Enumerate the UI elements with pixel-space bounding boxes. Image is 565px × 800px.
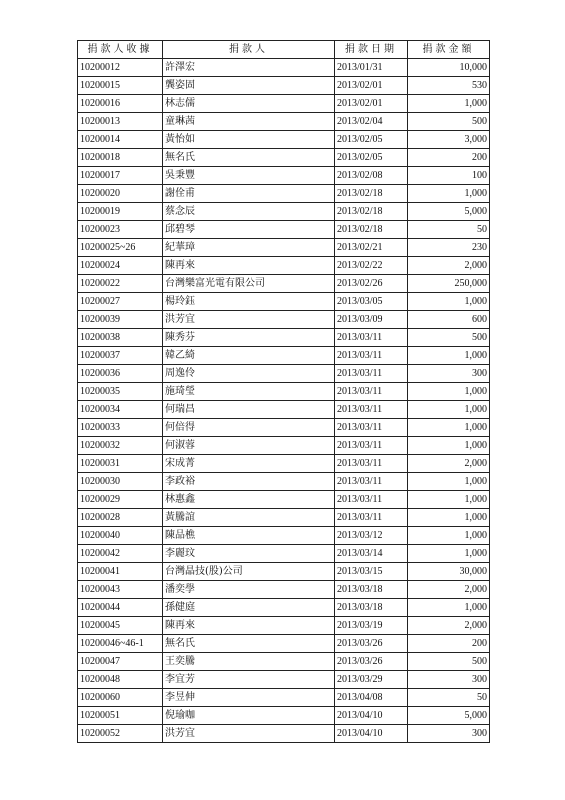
donation-date-cell: 2013/03/09 xyxy=(335,311,408,329)
donor-name-cell: 洪芳宜 xyxy=(163,725,335,743)
donation-date-cell: 2013/02/22 xyxy=(335,257,408,275)
donor-name-cell: 林志儒 xyxy=(163,95,335,113)
donor-name-cell: 潘奕學 xyxy=(163,581,335,599)
table-row xyxy=(78,365,490,383)
donation-table xyxy=(77,40,490,743)
receipt-number-cell: 10200020 xyxy=(78,185,163,203)
table-row xyxy=(78,257,490,275)
receipt-number-cell: 10200025~26 xyxy=(78,239,163,257)
table-row xyxy=(78,437,490,455)
receipt-number-cell: 10200060 xyxy=(78,689,163,707)
receipt-number-cell: 10200041 xyxy=(78,563,163,581)
donor-name-cell: 無名氏 xyxy=(163,149,335,167)
receipt-number-cell: 10200022 xyxy=(78,275,163,293)
donation-amount-cell: 1,000 xyxy=(408,509,490,527)
donation-date-cell: 2013/03/12 xyxy=(335,527,408,545)
donor-name-cell: 無名氏 xyxy=(163,635,335,653)
donation-amount-cell: 1,000 xyxy=(408,545,490,563)
receipt-number-cell: 10200032 xyxy=(78,437,163,455)
receipt-number-cell: 10200046~46-1 xyxy=(78,635,163,653)
donation-date-cell: 2013/03/11 xyxy=(335,437,408,455)
donation-amount-cell: 3,000 xyxy=(408,131,490,149)
donor-name-cell: 施琦瑩 xyxy=(163,383,335,401)
donation-date-cell: 2013/03/18 xyxy=(335,599,408,617)
table-row xyxy=(78,707,490,725)
receipt-number-cell: 10200038 xyxy=(78,329,163,347)
receipt-number-cell: 10200033 xyxy=(78,419,163,437)
table-row xyxy=(78,401,490,419)
table-row xyxy=(78,419,490,437)
header-receipt: 捐款人收據 xyxy=(78,41,163,59)
donation-date-cell: 2013/02/08 xyxy=(335,167,408,185)
table-row xyxy=(78,455,490,473)
donation-table-header xyxy=(78,41,490,59)
donation-amount-cell: 1,000 xyxy=(408,95,490,113)
donation-amount-cell: 1,000 xyxy=(408,347,490,365)
donation-date-cell: 2013/03/14 xyxy=(335,545,408,563)
receipt-number-cell: 10200017 xyxy=(78,167,163,185)
donation-date-cell: 2013/04/08 xyxy=(335,689,408,707)
donation-amount-cell: 1,000 xyxy=(408,383,490,401)
donation-amount-cell: 5,000 xyxy=(408,707,490,725)
donation-amount-cell: 300 xyxy=(408,365,490,383)
table-row xyxy=(78,239,490,257)
donation-date-cell: 2013/03/11 xyxy=(335,419,408,437)
donation-amount-cell: 50 xyxy=(408,221,490,239)
receipt-number-cell: 10200016 xyxy=(78,95,163,113)
donation-date-cell: 2013/03/29 xyxy=(335,671,408,689)
receipt-number-cell: 10200031 xyxy=(78,455,163,473)
receipt-number-cell: 10200013 xyxy=(78,113,163,131)
donor-name-cell: 林惠鑫 xyxy=(163,491,335,509)
donation-amount-cell: 1,000 xyxy=(408,419,490,437)
donor-name-cell: 謝佺甫 xyxy=(163,185,335,203)
donor-name-cell: 童琳茜 xyxy=(163,113,335,131)
donation-amount-cell: 5,000 xyxy=(408,203,490,221)
table-row xyxy=(78,275,490,293)
donation-date-cell: 2013/02/26 xyxy=(335,275,408,293)
donation-date-cell: 2013/03/11 xyxy=(335,509,408,527)
receipt-number-cell: 10200045 xyxy=(78,617,163,635)
receipt-number-cell: 10200012 xyxy=(78,59,163,77)
receipt-number-cell: 10200034 xyxy=(78,401,163,419)
donor-name-cell: 倪瑜咖 xyxy=(163,707,335,725)
donor-name-cell: 李政裕 xyxy=(163,473,335,491)
donor-name-cell: 李麗玟 xyxy=(163,545,335,563)
receipt-number-cell: 10200036 xyxy=(78,365,163,383)
donation-amount-cell: 10,000 xyxy=(408,59,490,77)
donor-name-cell: 吳秉豐 xyxy=(163,167,335,185)
table-row xyxy=(78,95,490,113)
donation-amount-cell: 1,000 xyxy=(408,599,490,617)
table-row xyxy=(78,635,490,653)
donation-amount-cell: 500 xyxy=(408,113,490,131)
donation-date-cell: 2013/03/11 xyxy=(335,365,408,383)
donation-date-cell: 2013/03/11 xyxy=(335,455,408,473)
donor-name-cell: 李昱伸 xyxy=(163,689,335,707)
donor-name-cell: 韓乙綺 xyxy=(163,347,335,365)
table-row xyxy=(78,293,490,311)
table-row xyxy=(78,509,490,527)
donation-date-cell: 2013/02/18 xyxy=(335,221,408,239)
receipt-number-cell: 10200023 xyxy=(78,221,163,239)
donation-date-cell: 2013/03/26 xyxy=(335,635,408,653)
table-row xyxy=(78,149,490,167)
donation-date-cell: 2013/02/21 xyxy=(335,239,408,257)
table-row xyxy=(78,725,490,743)
table-row xyxy=(78,581,490,599)
table-row xyxy=(78,329,490,347)
table-row xyxy=(78,689,490,707)
donation-date-cell: 2013/03/11 xyxy=(335,401,408,419)
donation-date-cell: 2013/03/05 xyxy=(335,293,408,311)
receipt-number-cell: 10200014 xyxy=(78,131,163,149)
table-row xyxy=(78,59,490,77)
receipt-number-cell: 10200052 xyxy=(78,725,163,743)
donor-name-cell: 李宜芳 xyxy=(163,671,335,689)
donor-name-cell: 陳再來 xyxy=(163,257,335,275)
table-row xyxy=(78,491,490,509)
receipt-number-cell: 10200028 xyxy=(78,509,163,527)
table-row xyxy=(78,599,490,617)
donor-name-cell: 洪芳宜 xyxy=(163,311,335,329)
donation-date-cell: 2013/03/11 xyxy=(335,347,408,365)
donation-date-cell: 2013/02/04 xyxy=(335,113,408,131)
donor-name-cell: 楊玲鈺 xyxy=(163,293,335,311)
donation-date-cell: 2013/02/18 xyxy=(335,185,408,203)
donation-date-cell: 2013/03/11 xyxy=(335,491,408,509)
receipt-number-cell: 10200027 xyxy=(78,293,163,311)
donation-amount-cell: 2,000 xyxy=(408,617,490,635)
table-row xyxy=(78,383,490,401)
table-row xyxy=(78,347,490,365)
receipt-number-cell: 10200018 xyxy=(78,149,163,167)
donor-name-cell: 陳秀芬 xyxy=(163,329,335,347)
receipt-number-cell: 10200024 xyxy=(78,257,163,275)
receipt-number-cell: 10200048 xyxy=(78,671,163,689)
receipt-number-cell: 10200042 xyxy=(78,545,163,563)
table-row xyxy=(78,167,490,185)
header-date: 捐款日期 xyxy=(335,41,408,59)
table-row xyxy=(78,527,490,545)
donor-name-cell: 黃騰誼 xyxy=(163,509,335,527)
donation-amount-cell: 1,000 xyxy=(408,491,490,509)
donation-date-cell: 2013/02/01 xyxy=(335,95,408,113)
donation-date-cell: 2013/03/11 xyxy=(335,473,408,491)
donor-name-cell: 何淑蓉 xyxy=(163,437,335,455)
donation-amount-cell: 200 xyxy=(408,635,490,653)
donor-name-cell: 龔姿固 xyxy=(163,77,335,95)
table-row xyxy=(78,221,490,239)
donation-amount-cell: 1,000 xyxy=(408,185,490,203)
table-row xyxy=(78,653,490,671)
receipt-number-cell: 10200037 xyxy=(78,347,163,365)
donor-name-cell: 台灣晶技(股)公司 xyxy=(163,563,335,581)
table-row xyxy=(78,77,490,95)
donor-name-cell: 王奕騰 xyxy=(163,653,335,671)
table-row xyxy=(78,671,490,689)
donation-amount-cell: 50 xyxy=(408,689,490,707)
table-row xyxy=(78,131,490,149)
table-row xyxy=(78,563,490,581)
receipt-number-cell: 10200019 xyxy=(78,203,163,221)
receipt-number-cell: 10200040 xyxy=(78,527,163,545)
donation-amount-cell: 300 xyxy=(408,725,490,743)
header-row xyxy=(78,41,490,59)
donation-date-cell: 2013/03/26 xyxy=(335,653,408,671)
receipt-number-cell: 10200051 xyxy=(78,707,163,725)
donation-amount-cell: 250,000 xyxy=(408,275,490,293)
donation-date-cell: 2013/04/10 xyxy=(335,725,408,743)
receipt-number-cell: 10200039 xyxy=(78,311,163,329)
table-row xyxy=(78,311,490,329)
donation-date-cell: 2013/04/10 xyxy=(335,707,408,725)
receipt-number-cell: 10200043 xyxy=(78,581,163,599)
receipt-number-cell: 10200030 xyxy=(78,473,163,491)
table-row xyxy=(78,473,490,491)
donor-name-cell: 孫健庭 xyxy=(163,599,335,617)
donation-amount-cell: 2,000 xyxy=(408,455,490,473)
receipt-number-cell: 10200029 xyxy=(78,491,163,509)
donor-name-cell: 宋成菁 xyxy=(163,455,335,473)
table-row xyxy=(78,617,490,635)
donation-amount-cell: 200 xyxy=(408,149,490,167)
header-donor: 捐款人 xyxy=(163,41,335,59)
donation-amount-cell: 500 xyxy=(408,329,490,347)
donation-table-body xyxy=(78,59,490,743)
donation-date-cell: 2013/01/31 xyxy=(335,59,408,77)
donor-name-cell: 何瑞昌 xyxy=(163,401,335,419)
donation-amount-cell: 300 xyxy=(408,671,490,689)
receipt-number-cell: 10200035 xyxy=(78,383,163,401)
donation-amount-cell: 530 xyxy=(408,77,490,95)
table-row xyxy=(78,545,490,563)
donor-name-cell: 台灣樂富光電有限公司 xyxy=(163,275,335,293)
donation-date-cell: 2013/02/05 xyxy=(335,149,408,167)
donation-amount-cell: 1,000 xyxy=(408,293,490,311)
donor-name-cell: 邱碧琴 xyxy=(163,221,335,239)
donor-name-cell: 紀華璋 xyxy=(163,239,335,257)
donor-name-cell: 陳再來 xyxy=(163,617,335,635)
receipt-number-cell: 10200015 xyxy=(78,77,163,95)
receipt-number-cell: 10200047 xyxy=(78,653,163,671)
donation-amount-cell: 500 xyxy=(408,653,490,671)
donor-name-cell: 何倍得 xyxy=(163,419,335,437)
donation-amount-cell: 230 xyxy=(408,239,490,257)
table-row xyxy=(78,203,490,221)
donation-date-cell: 2013/03/18 xyxy=(335,581,408,599)
donation-amount-cell: 1,000 xyxy=(408,401,490,419)
donation-amount-cell: 2,000 xyxy=(408,257,490,275)
donor-name-cell: 蔡念辰 xyxy=(163,203,335,221)
donation-date-cell: 2013/03/11 xyxy=(335,329,408,347)
donation-amount-cell: 1,000 xyxy=(408,473,490,491)
donation-date-cell: 2013/03/11 xyxy=(335,383,408,401)
table-row xyxy=(78,113,490,131)
donor-name-cell: 許澤宏 xyxy=(163,59,335,77)
donation-date-cell: 2013/02/05 xyxy=(335,131,408,149)
donation-amount-cell: 100 xyxy=(408,167,490,185)
donation-amount-cell: 600 xyxy=(408,311,490,329)
table-row xyxy=(78,185,490,203)
donation-date-cell: 2013/02/18 xyxy=(335,203,408,221)
donation-amount-cell: 2,000 xyxy=(408,581,490,599)
donation-date-cell: 2013/03/19 xyxy=(335,617,408,635)
donor-name-cell: 周逸伶 xyxy=(163,365,335,383)
donor-name-cell: 陳品樵 xyxy=(163,527,335,545)
donation-amount-cell: 30,000 xyxy=(408,563,490,581)
donation-date-cell: 2013/02/01 xyxy=(335,77,408,95)
donation-date-cell: 2013/03/15 xyxy=(335,563,408,581)
receipt-number-cell: 10200044 xyxy=(78,599,163,617)
donation-amount-cell: 1,000 xyxy=(408,437,490,455)
header-amount: 捐款金額 xyxy=(408,41,490,59)
donor-name-cell: 黃怡如 xyxy=(163,131,335,149)
donation-amount-cell: 1,000 xyxy=(408,527,490,545)
